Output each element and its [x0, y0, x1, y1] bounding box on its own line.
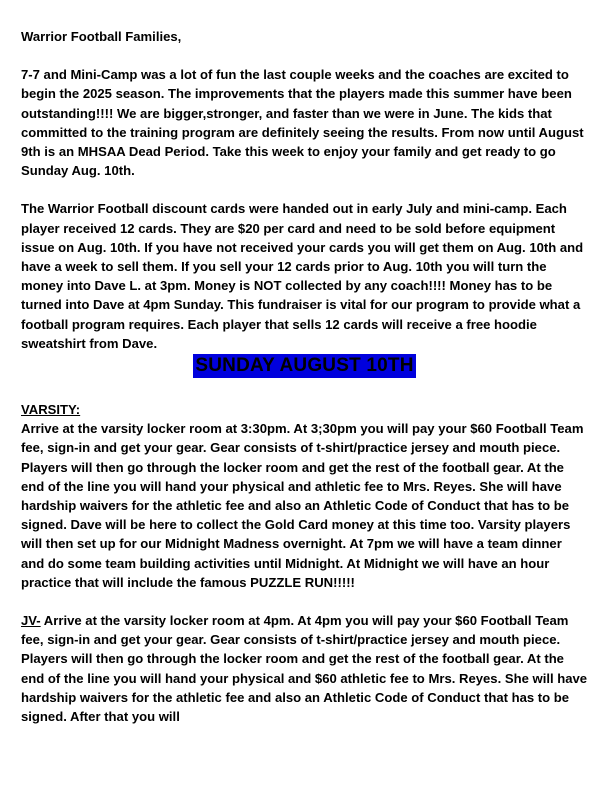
jv-section [21, 611, 588, 726]
paragraph-camp-summary: 7-7 and Mini-Camp was a lot of fun the last couple weeks and the coaches are excited to begin the 2025 season. The improvements that the players made this summer have been outstanding!!!! We are bigger,stronger, and faster than we were in June. The kids that committed to the training program are definitely seeing the results. From now until August 9th is an MHSAA Dead Period. Take this week to enjoy your family and get ready to go Sunday Aug. 10th. [21, 67, 584, 179]
jv-instructions: Arrive at the varsity locker room at 4pm. At 4pm you will pay your $60 Football Team fee, sign-in and get your gear. Gear consists of t-shirt/practice jersey and mouth piece. Players will then go through the locker room and get the rest of the football gear. At the end of the line you will hand your physical and $60 athletic fee to Mrs. Reyes. She will have hardship waivers for the athletic fee and also an Athletic Code of Conduct that has to be signed. After that you will [21, 613, 588, 725]
banner-row [21, 353, 588, 381]
paragraph-discount-cards: The Warrior Football discount cards were handed out in early July and mini-camp. Each player received 12 cards. They are $20 per card and need to be sold before equipment issue on Aug. 10th. If you have not received your cards you will get them on Aug. 10th and have a week to sell them. If you sell your 12 cards prior to Aug. 10th you will turn the money into Dave L. at 3pm. Money is NOT collected by any coach!!!! Money has to be turned into Dave at 4pm Sunday. This fundraiser is vital for our program to provide what a football program requires. Each player that sells 12 cards will receive a free hoodie sweatshirt from Dave. [21, 201, 584, 351]
greeting: Warrior Football Families, [21, 29, 182, 44]
date-banner: SUNDAY AUGUST 10TH [195, 355, 414, 377]
spacer [21, 381, 588, 400]
varsity-heading: VARSITY: [21, 402, 81, 418]
spacer [21, 46, 588, 65]
spacer [21, 592, 588, 611]
varsity-instructions: Arrive at the varsity locker room at 3:30pm. At 3;30pm you will pay your $60 Football Team fee, sign-in and get your gear. Gear consists of t-shirt/practice jersey and mouth piece. Players will then go through the locker room and get the rest of the football gear. At the end of the line you will hand your physical and athletic fee to Mrs. Reyes. She will have hardship waivers for the athletic fee and also an Athletic Code of Conduct that has to be signed. Dave will be here to collect the Gold Card money at this time too. Varsity players will then set up for our Midnight Madness overnight. At 7pm we will have a team dinner and do some team building activities until Midnight. At Midnight we will have an hour practice that will include the famous PUZZLE RUN!!!!! [21, 421, 584, 590]
spacer [21, 180, 588, 199]
jv-heading: JV- [21, 613, 41, 629]
